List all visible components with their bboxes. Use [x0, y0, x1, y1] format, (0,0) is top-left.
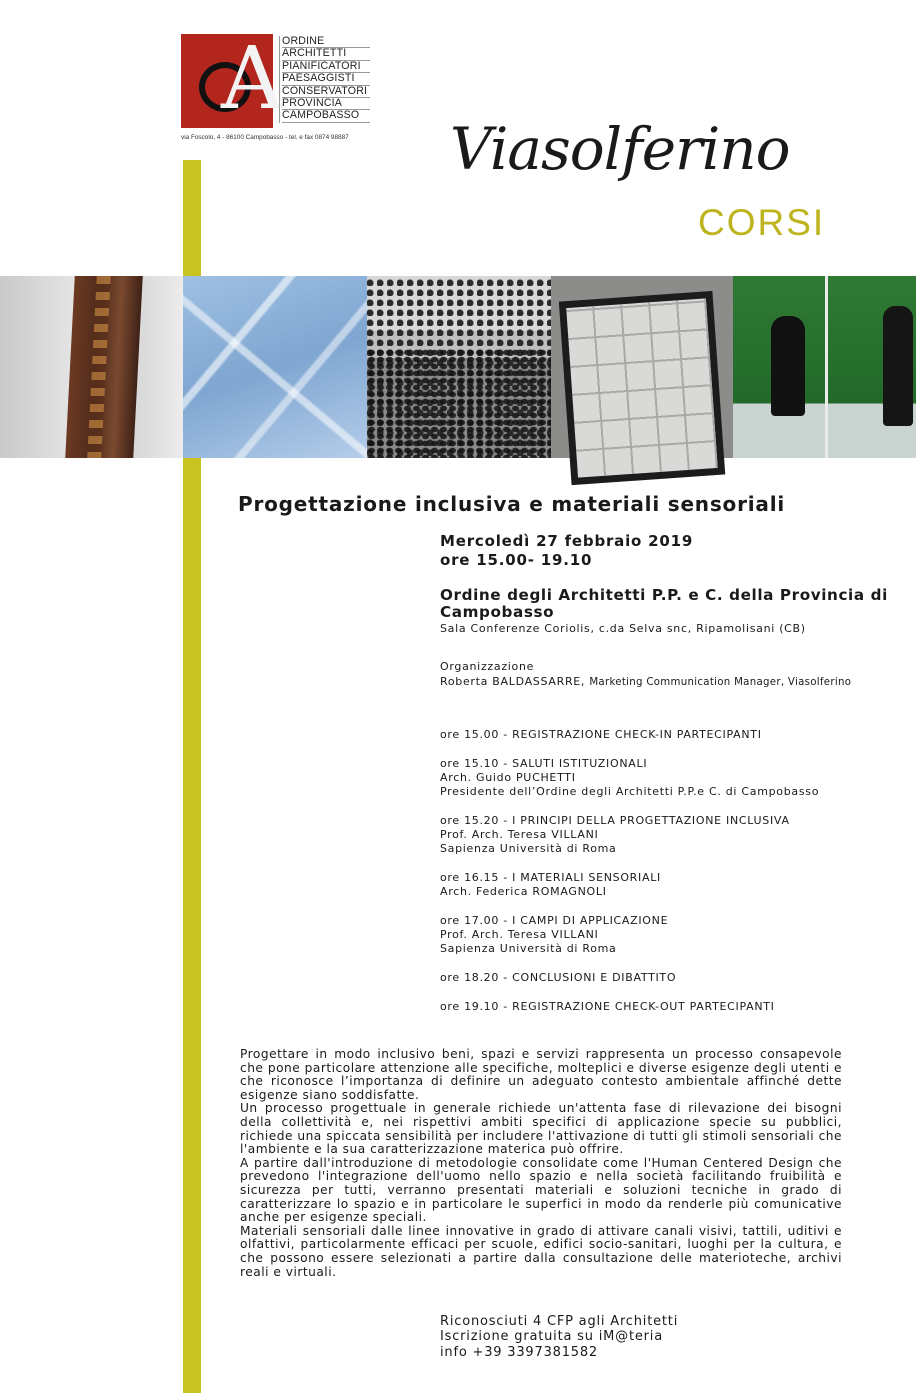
logo-line: ORDINE [282, 36, 370, 48]
agenda-line: Arch. Guido PUCHETTI [440, 770, 576, 784]
agenda-item [440, 757, 910, 800]
agenda-line: Sapienza Università di Roma [440, 942, 617, 956]
material-photo-pebbles [367, 276, 551, 458]
material-photo-tiles [551, 276, 733, 458]
agenda-item [440, 914, 910, 957]
description-paragraph: Progettare in modo inclusivo beni, spazi e servizi rappresenta un processo consapevole che pone particolare attenzione alle specifiche, molteplici e diverse esigenze degli utenti e che riconosce l’importanza di definire un adeguato contesto ambientale affinché dette esigenze siano soddisfatte. [240, 1047, 842, 1102]
agenda-line: Prof. Arch. Teresa VILLANI [440, 928, 599, 942]
description-paragraph: Materiali sensoriali dalle linee innovative in grado di attivare canali visivi, tattili, uditivi e olfattivi, particolarmente efficaci per scuole, edifici socio-sanitari, luoghi per la cultura, e che possono essere selezionati a partire dalla consultazione delle materioteche, archivi reali e virtuali. [240, 1223, 842, 1279]
contact-info: info +39 3397381582 [440, 1344, 598, 1360]
logo-mark-icon: A [181, 34, 273, 128]
logo-line: CONSERVATORI [282, 86, 370, 98]
material-photo-wood [0, 276, 183, 458]
agenda-line: ore 15.10 - SALUTI ISTITUZIONALI [440, 756, 648, 770]
logo-line: PAESAGGISTI [282, 73, 370, 85]
agenda-item [440, 1000, 910, 1014]
agenda-item [440, 971, 910, 985]
registration-info: Iscrizione gratuita su iM@teria [440, 1329, 663, 1345]
material-photo-green-wall [733, 276, 916, 458]
event-date: Mercoledì 27 febbraio 2019 [440, 532, 694, 550]
agenda-line: ore 17.00 - I CAMPI DI APPLICAZIONE [440, 913, 669, 927]
agenda-line: Presidente dell’Ordine degli Architetti P.P.e C. di Campobasso [440, 785, 820, 799]
ordine-architetti-logo [181, 29, 368, 134]
logo-line: PIANIFICATORI [282, 61, 370, 73]
event-time: ore 15.00- 19.10 [440, 551, 593, 569]
agenda-line: Prof. Arch. Teresa VILLANI [440, 828, 599, 842]
description-paragraph: A partire dall'introduzione di metodologie consolidate come l'Human Centered Design che prevedono l'integrazione dell'uomo nello spazio e nella società facilitando fruibilità e sicurezza per tutti, verranno presentati materiali e soluzioni tecniche in grado di caratterizzare lo spazio e in particolare le superfici in modo da renderle più comunicative anche per esigenze speciali. [240, 1155, 842, 1225]
organization-person [440, 675, 851, 690]
agenda-line: ore 19.10 - REGISTRAZIONE CHECK-OUT PARTECIPANTI [440, 999, 775, 1013]
logo-line: ARCHITETTI [282, 48, 370, 60]
material-photo-glass [183, 276, 367, 458]
organization-label: Organizzazione [440, 660, 535, 673]
brand-subtitle: CORSI [698, 202, 826, 243]
photo-strip [0, 276, 916, 458]
agenda-line: ore 15.20 - I PRINCIPI DELLA PROGETTAZIONE INCLUSIVA [440, 813, 790, 827]
agenda-line: Arch. Federica ROMAGNOLI [440, 885, 607, 899]
logo-address: via Foscolo, 4 - 86100 Campobasso - tel. e fax 0874 98887 [181, 134, 349, 141]
agenda-item [440, 814, 910, 857]
footer-info [440, 1314, 678, 1360]
logo-line: PROVINCIA [282, 98, 370, 110]
brand-name: Viasolferino [450, 115, 790, 183]
agenda-line: Sapienza Università di Roma [440, 842, 617, 856]
logo-line: CAMPOBASSO [282, 110, 370, 122]
cfp-credits: Riconosciuti 4 CFP agli Architetti [440, 1314, 679, 1329]
event-description [240, 1048, 842, 1279]
agenda-line: ore 18.20 - CONCLUSIONI E DIBATTITO [440, 971, 677, 985]
organizer-name: Roberta BALDASSARRE, [440, 675, 586, 688]
venue-address: Sala Conferenze Coriolis, c.da Selva snc, Ripamolisani (CB) [440, 622, 806, 635]
venue-name: Ordine degli Architetti P.P. e C. della Provincia di Campobasso [440, 586, 888, 621]
agenda-item [440, 728, 910, 742]
logo-text [279, 36, 370, 123]
organizer-role: Marketing Communication Manager, Viasolferino [589, 677, 852, 688]
description-paragraph: Un processo progettuale in generale richiede un'attenta fase di rilevazione dei bisogni della collettività e, nei rispettivi ambiti specifici di applicazione specie su pubblici, richiede una spiccata sensibilità per includere l'attivazione di tutti gli stimoli sensoriali che l'ambiente e la sua caratterizzazione materica può offrire. [240, 1101, 842, 1157]
agenda-item [440, 871, 910, 900]
agenda [440, 728, 910, 1028]
agenda-line: ore 15.00 - REGISTRAZIONE CHECK-IN PARTECIPANTI [440, 728, 762, 741]
event-title: Progettazione inclusiva e materiali sensoriali [238, 492, 786, 516]
agenda-line: ore 16.15 - I MATERIALI SENSORIALI [440, 870, 661, 884]
